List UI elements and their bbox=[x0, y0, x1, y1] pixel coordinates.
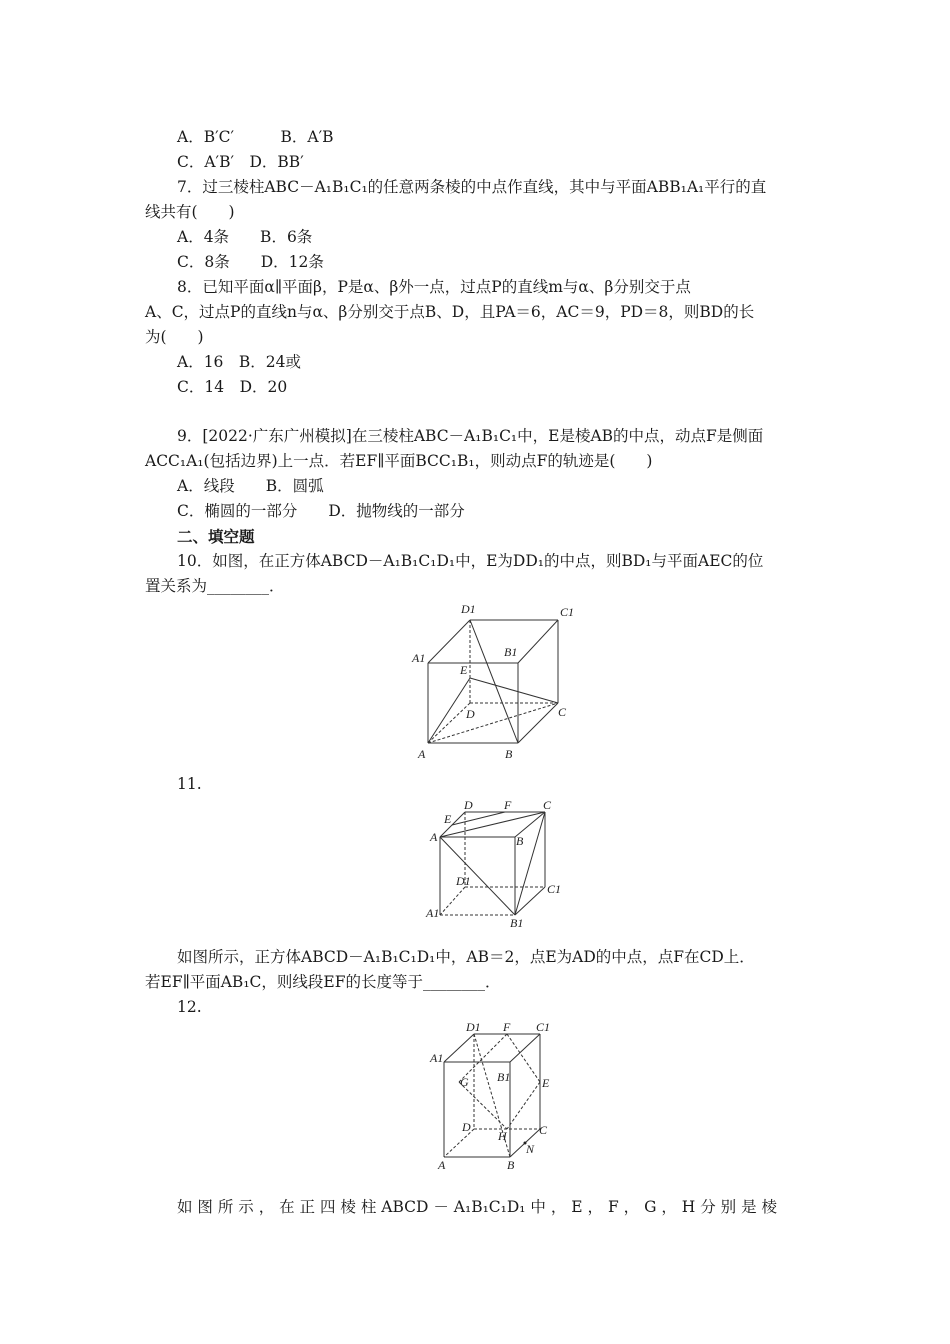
label-C1: C1 bbox=[547, 882, 562, 896]
q6-options-cd: C．A′B′ D．BB′ bbox=[177, 153, 304, 171]
q9-options-ab: A．线段 B．圆弧 bbox=[177, 477, 324, 495]
q9-stem-cont: ACC₁A₁(包括边界)上一点．若EF∥平面BCC₁B₁，则动点F的轨迹是( ) bbox=[145, 452, 653, 470]
label-B1: B1 bbox=[504, 645, 518, 659]
label-F: F bbox=[503, 1022, 511, 1034]
label-C1: C1 bbox=[536, 1022, 551, 1034]
q8-stem-cont: A、C，过点P的直线n与α、β分别交于点B、D，且PA＝6，AC＝9，PD＝8，则BD的长 bbox=[145, 303, 755, 321]
q8-stem-end: 为( ) bbox=[145, 328, 204, 346]
q12-number: 12. bbox=[177, 998, 202, 1016]
label-E: E bbox=[444, 812, 452, 826]
label-E: E bbox=[542, 1076, 550, 1090]
label-B: B bbox=[516, 834, 524, 848]
figure-q10-cube bbox=[408, 598, 588, 763]
label-E: E bbox=[460, 663, 468, 677]
label-C: C bbox=[558, 705, 567, 719]
q7-stem-cont: 线共有( ) bbox=[145, 203, 235, 221]
q8-options-ab: A．16 B．24或 bbox=[177, 353, 302, 371]
q9-options-cd: C．椭圆的一部分 D．抛物线的一部分 bbox=[177, 502, 465, 520]
q6-options-ab: A．B′C′ B．A′B bbox=[177, 128, 334, 146]
label-A: A bbox=[430, 830, 438, 844]
label-C: C bbox=[543, 798, 552, 812]
label-A1: A1 bbox=[426, 906, 440, 920]
q7-options-cd: C．8条 D．12条 bbox=[177, 253, 324, 271]
q8-options-cd: C．14 D．20 bbox=[177, 378, 288, 396]
label-N: N bbox=[526, 1142, 535, 1156]
label-F: F bbox=[504, 798, 512, 812]
label-A1: A1 bbox=[412, 651, 426, 665]
q11-number: 11. bbox=[177, 775, 202, 793]
q7-options-ab: A．4条 B．6条 bbox=[177, 228, 313, 246]
q8-stem: 8．已知平面α∥平面β，P是α、β外一点，过点P的直线m与α、β分别交于点 bbox=[177, 278, 691, 296]
q10-stem-cont: 置关系为________． bbox=[145, 577, 285, 595]
section-heading: 二、填空题 bbox=[177, 527, 255, 546]
q10-stem: 10．如图，在正方体ABCD－A₁B₁C₁D₁中，E为DD₁的中点，则BD₁与平面AEC的位 bbox=[177, 552, 764, 570]
label-G: G bbox=[460, 1075, 469, 1089]
label-D: D bbox=[466, 707, 475, 721]
label-C: C bbox=[539, 1123, 548, 1137]
q9-stem: 9．[2022·广东广州模拟]在三棱柱ABC－A₁B₁C₁中，E是棱AB的中点，动点F是侧面 bbox=[177, 427, 764, 445]
label-B1: B1 bbox=[497, 1070, 511, 1084]
label-A: A bbox=[418, 747, 426, 761]
q11-stem: 如图所示，正方体ABCD－A₁B₁C₁D₁中，AB＝2，点E为AD的中点，点F在CD上． bbox=[177, 948, 755, 966]
label-D1: D1 bbox=[466, 1022, 481, 1034]
label-H: H bbox=[498, 1129, 507, 1143]
label-D: D bbox=[464, 798, 473, 812]
q12-stem: 如 图 所 示 ， 在 正 四 棱 柱 ABCD － A₁B₁C₁D₁ 中 ， E ， F ， G ， H 分 别 是 棱 bbox=[177, 1198, 778, 1216]
label-B: B bbox=[505, 747, 513, 761]
figure-q12-prism bbox=[428, 1022, 568, 1174]
label-D1: D1 bbox=[456, 874, 471, 888]
q11-stem-cont: 若EF∥平面AB₁C，则线段EF的长度等于________． bbox=[145, 973, 501, 991]
label-A1: A1 bbox=[430, 1051, 444, 1065]
label-D: D bbox=[462, 1120, 471, 1134]
q7-stem: 7．过三棱柱ABC－A₁B₁C₁的任意两条棱的中点作直线，其中与平面ABB₁A₁平行的直 bbox=[177, 178, 767, 196]
label-D1: D1 bbox=[461, 602, 476, 616]
figure-q11-cube bbox=[420, 797, 570, 932]
label-B1: B1 bbox=[510, 916, 524, 930]
label-A: A bbox=[438, 1158, 446, 1172]
label-C1: C1 bbox=[560, 605, 575, 619]
label-B: B bbox=[507, 1158, 515, 1172]
